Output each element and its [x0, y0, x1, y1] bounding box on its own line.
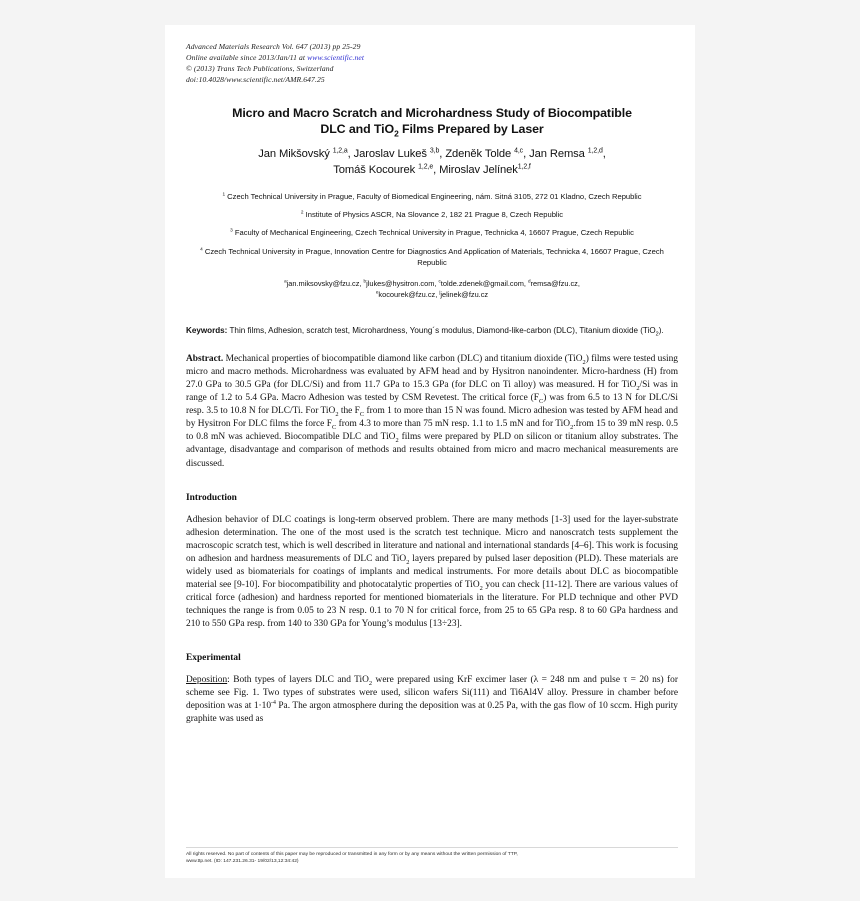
experimental-text: Pa. The argon atmosphere during the deposition was at 0.25 Pa, with the gas flow of 10 sccm. High purity graphite was used as	[186, 701, 678, 725]
author-name: Zdeněk Tolde	[445, 147, 512, 160]
author-separator: ,	[347, 147, 354, 160]
affiliation-list	[186, 191, 678, 269]
abstract-text: /Si was in range of 1.2 to 5.4 GPa. Macro Adhesion was tested by CSM Revetest. The critical force (F	[186, 380, 678, 404]
keywords-label: Keywords:	[186, 325, 228, 335]
affiliation-marker: 1	[222, 191, 226, 197]
email-address[interactable]: kocourek@fzu.cz,	[378, 289, 440, 299]
email-marker: b	[363, 278, 367, 284]
email-address[interactable]: tolde.zdenek@gmail.com,	[440, 278, 528, 288]
email-marker: d	[527, 278, 531, 284]
author-name: Miroslav Jelínek	[439, 163, 518, 176]
email-marker: c	[438, 278, 441, 284]
abstract-subscript: C	[539, 398, 544, 406]
keywords-text-end: ).	[658, 325, 664, 335]
affiliation-item	[186, 246, 678, 269]
footer-access-id-line: www.ttp.net. (ID: 147.231.26.31- 19/02/13,12:34:42)	[186, 859, 299, 865]
email-address[interactable]: jelinek@fzu.cz	[440, 289, 489, 299]
introduction-text: layers prepared by pulsed laser deposition (PLD). These materials are widely used as biomaterials for coatings of implants and medical instruments. For more details about DLC as biocompatible material see [9-10]. For biocompatibility and photocatalytic properties of TiO	[186, 553, 678, 590]
journal-citation-line: Advanced Materials Research Vol. 647 (2013) pp 25-29	[186, 42, 361, 51]
abstract-text: films were prepared by PLD on silicon or titanium alloy substrates. The advantage, disadvantage and comparison of methods and results obtained from micro and macro mechanical measurements are discussed.	[186, 432, 678, 469]
abstract-text: the F	[338, 406, 360, 417]
email-marker: j	[439, 289, 441, 295]
author-separator: ,	[433, 163, 440, 176]
affiliation-text: Faculty of Mechanical Engineering, Czech Technical University in Prague, Technicka 4, 16607 Prague, Czech Republic	[232, 228, 634, 238]
introduction-subscript: 2	[406, 558, 410, 566]
abstract-text: from 4.3 to more than 75 mN resp. 1.1 to 1.5 mN and for TiO	[336, 419, 571, 430]
abstract-subscript: C	[359, 411, 365, 419]
author-name: Jaroslav Lukeš	[353, 147, 427, 160]
author-entry	[333, 164, 439, 176]
introduction-text: you can check [11-12]. There are various values of critical force (adhesion) and hardness reported for mentioned biomaterials in the literature. For PLD technique and other PVD techniques the range is from 0.05 to 23 N resp. 0.1 to 70 N for critical force, from 25 to 65 GPa resp. 8 to 60 GPa hardness and 210 to 550 GPa resp. from 140 to 330 GPa for Young’s modulus [13÷23].	[186, 579, 678, 630]
affiliation-marker: 3	[230, 227, 233, 233]
abstract-subscript: 2	[570, 424, 574, 432]
email-marker: e	[375, 289, 379, 295]
email-address[interactable]: jlukes@hysitron.com,	[366, 278, 439, 288]
email-marker: a	[284, 278, 287, 284]
email-address[interactable]: jan.miksovsky@fzu.cz,	[286, 278, 364, 288]
journal-copyright-line: © (2013) Trans Tech Publications, Switzerland	[186, 64, 334, 73]
experimental-text: were prepared using KrF excimer laser (λ = 248 nm and pulse τ = 20 ns) for scheme see Fig. 1. Two types of substrates were used, silicon wafers Si(111) and Ti6Al4V alloy. Pressure in chamber before deposition was at 1·10	[186, 675, 678, 712]
paper-title	[186, 105, 678, 138]
affiliation-item	[186, 227, 678, 238]
author-affiliation-marker: 3,b	[429, 147, 440, 155]
author-affiliation-marker: 1,2,f	[517, 162, 531, 170]
keywords-block	[186, 325, 678, 337]
abstract-subscript: 2	[335, 411, 339, 419]
paper-title-line2-a: DLC and TiO	[320, 122, 395, 137]
journal-online-line	[186, 52, 678, 63]
author-list	[186, 147, 678, 179]
affiliation-item	[186, 191, 678, 202]
introduction-subscript: 2	[479, 584, 483, 592]
author-name: Jan Mikšovský	[258, 147, 330, 160]
author-entry	[445, 148, 529, 160]
affiliation-text: Institute of Physics ASCR, Na Slovance 2, 182 21 Prague 8, Czech Republic	[303, 209, 564, 219]
abstract-subscript: 2	[636, 385, 640, 393]
introduction-text: Adhesion behavior of DLC coatings is long-term observed problem. There are many methods [1-3] used for the layer-substrate adhesion determination. The one of the most used is the scratch test technique. Micro and nanoscratch tests supplement the macroscopic scratch test, which is well described in literature and national and international standards [4–6]. This work is focusing on adhesion and hardness measurements of DLC and TiO	[186, 514, 678, 564]
page-footer	[186, 847, 678, 866]
journal-header	[186, 25, 678, 85]
affiliation-marker: 2	[300, 209, 304, 215]
abstract-text: .from 15 to 39 mN resp. 0.5 to 0.8 mN was achieved. Biocompatible DLC and TiO	[186, 419, 678, 443]
abstract-subscript: 2	[582, 358, 586, 366]
author-entry	[354, 148, 446, 160]
email-list	[186, 278, 678, 300]
abstract-text: ) was from 6.5 to 13 N for DLC/Si resp. 3.5 to 10.8 N for DLC/Ti. For TiO	[186, 393, 678, 417]
author-name: Tomáš Kocourek	[333, 163, 416, 176]
abstract-text: from 1 to more than 15 N was found. Micro adhesion was tested by AFM head and by Hysitron For DLC films the force F	[186, 406, 678, 430]
paper-title-line1: Micro and Macro Scratch and Microhardness Study of Biocompatible	[232, 106, 632, 120]
author-separator: ,	[523, 147, 530, 160]
affiliation-text: Czech Technical University in Prague, Innovation Centre for Diagnostics And Application of Materials, Technicka 4, 16607 Prague, Czech Republic	[202, 246, 664, 268]
section-heading-introduction: Introduction	[186, 492, 237, 503]
introduction-paragraph	[186, 514, 678, 632]
author-affiliation-marker: 1,2,e	[418, 162, 434, 170]
affiliation-item	[186, 209, 678, 220]
author-entry	[258, 148, 353, 160]
document-page	[165, 25, 695, 878]
abstract-label: Abstract.	[186, 354, 224, 365]
journal-website-link[interactable]: www.scientific.net	[307, 53, 365, 62]
abstract-subscript: C	[331, 424, 337, 432]
experimental-paragraph	[186, 674, 678, 726]
abstract-text: ) films were tested using micro and macro methods. Microhardness was evaluated by AFM head and by Hysitron nanoindenter. Micro-hardness (H) from 27.0 GPa to 30.5 GPa (for DLC/Si) and from 11.7 GPa to 15.3 GPa (for DLC on Ti alloy) was measured. H for TiO	[186, 354, 678, 391]
author-affiliation-marker: 4,c	[514, 147, 524, 155]
abstract-block	[186, 353, 678, 471]
footer-rights-line: All rights reserved. No part of contents of this paper may be reproduced or transmitted in any form or by any means without the written permission of TTP,	[186, 851, 518, 857]
affiliation-text: Czech Technical University in Prague, Faculty of Biomedical Engineering, nám. Sitná 3105, 272 01 Kladno, Czech Republic	[225, 191, 642, 201]
experimental-superscript: -4	[271, 700, 276, 707]
affiliation-marker: 4	[200, 246, 203, 252]
author-affiliation-marker: 1,2,a	[332, 147, 348, 155]
author-separator: ,	[439, 147, 446, 160]
email-address[interactable]: remsa@fzu.cz,	[530, 278, 580, 288]
page-content	[186, 25, 678, 726]
author-entry	[529, 148, 606, 160]
author-entry	[439, 164, 531, 176]
keywords-subscript: 2	[655, 331, 659, 338]
paper-title-subscript: 2	[394, 128, 399, 139]
abstract-subscript: 2	[395, 437, 399, 445]
journal-online-prefix: Online available since 2013/Jan/11 at	[186, 53, 308, 62]
section-heading-experimental: Experimental	[186, 653, 241, 664]
journal-doi-line: doi:10.4028/www.scientific.net/AMR.647.25	[186, 75, 325, 84]
author-separator: ,	[602, 147, 606, 160]
experimental-subscript: 2	[368, 680, 373, 688]
experimental-text: : Both types of layers DLC and TiO	[227, 675, 369, 686]
author-name: Jan Remsa	[529, 147, 585, 160]
abstract-text: Mechanical properties of biocompatible diamond like carbon (DLC) and titanium dioxide (TiO	[223, 354, 583, 365]
paper-title-line2-b: Films Prepared by Laser	[398, 122, 544, 137]
author-affiliation-marker: 1,2,d	[587, 147, 603, 155]
deposition-label: Deposition	[186, 675, 228, 686]
keywords-text: Thin films, Adhesion, scratch test, Microhardness, Young´s modulus, Diamond-like-carbon (DLC), Titanium dioxide (TiO	[227, 325, 656, 335]
